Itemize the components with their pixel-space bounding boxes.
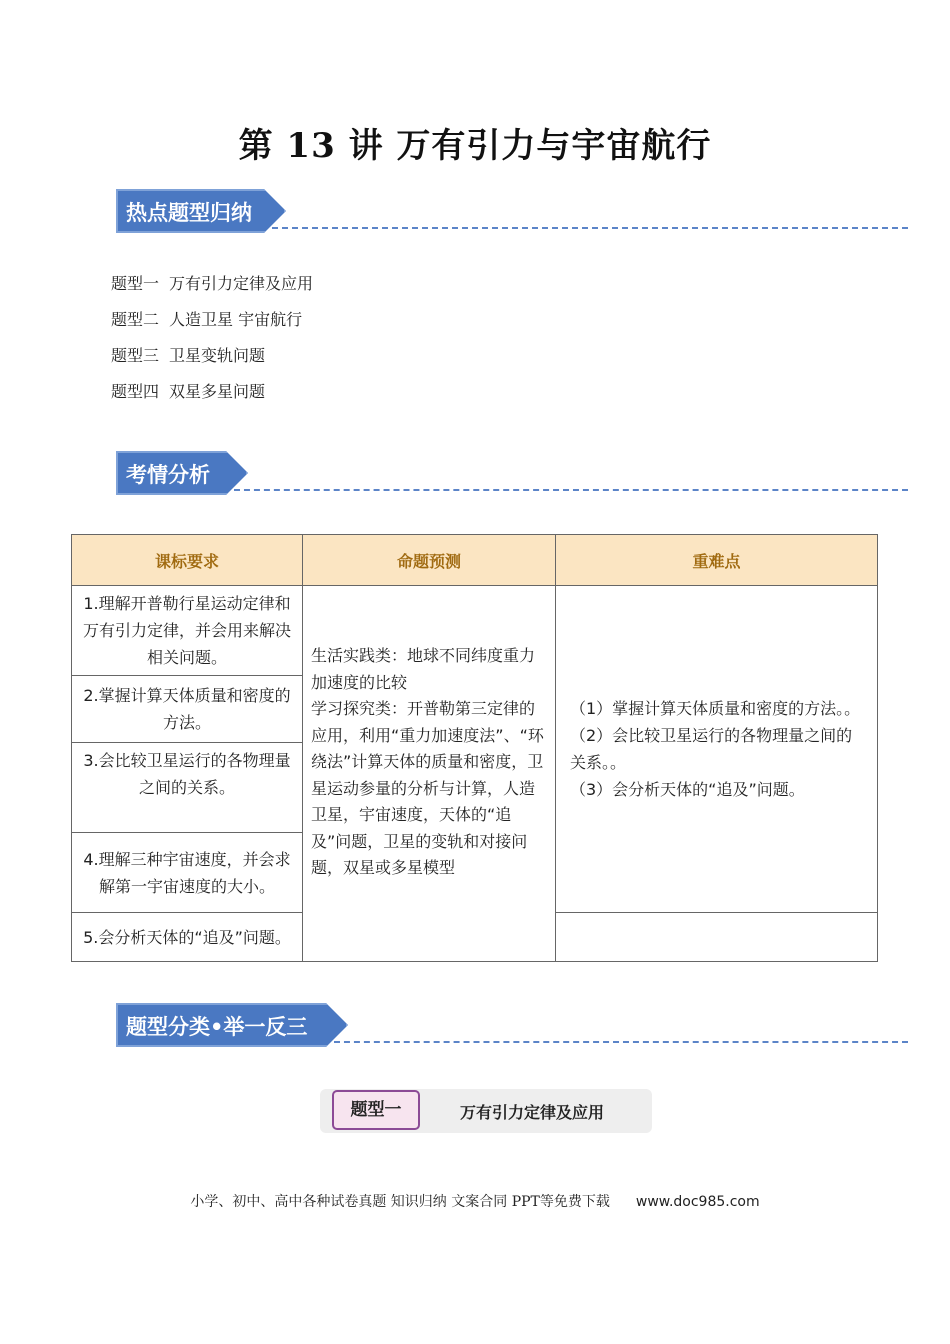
footer-url[interactable]: www.doc985.com xyxy=(635,1194,760,1210)
section-title-classification: 题型分类•举一反三 xyxy=(126,1015,308,1039)
key-point: （2）会比较卫星运行的各物理量之间的关系。。 xyxy=(570,726,853,772)
page-title: 第 13 讲 万有引力与宇宙航行 xyxy=(238,126,712,166)
key-points-cell xyxy=(556,586,878,913)
list-item: 题型一 万有引力定律及应用 xyxy=(111,274,314,293)
section-banner-analysis xyxy=(116,451,908,497)
dashed-divider xyxy=(334,1041,908,1043)
type-badge-label: 万有引力定律及应用 xyxy=(460,1103,605,1122)
type-list xyxy=(111,270,313,414)
section-title-hot-types: 热点题型归纳 xyxy=(126,201,252,225)
dashed-divider xyxy=(234,489,908,491)
dashed-divider xyxy=(272,227,908,229)
header-prediction: 命题预测 xyxy=(303,535,556,586)
section-banner-hot-types xyxy=(116,189,908,235)
table-row xyxy=(72,586,878,676)
analysis-table xyxy=(71,534,878,962)
section-title-analysis: 考情分析 xyxy=(126,463,210,487)
header-requirements: 课标要求 xyxy=(72,535,303,586)
section-banner-classification xyxy=(116,1003,908,1049)
key-point: （1）掌握计算天体质量和密度的方法。。 xyxy=(570,699,861,718)
page-footer xyxy=(0,1191,950,1211)
requirement-cell: 3.会比较卫星运行的各物理量之间的关系。 xyxy=(72,743,303,833)
key-points-empty-cell xyxy=(556,913,878,962)
footer-text: 小学、初中、高中各种试卷真题 知识归纳 文案合同 PPT等免费下载 xyxy=(190,1194,610,1210)
table-header-row xyxy=(72,535,878,586)
requirement-cell: 2.掌握计算天体质量和密度的方法。 xyxy=(72,676,303,743)
list-item: 题型三 卫星变轨问题 xyxy=(111,346,266,365)
list-item: 题型四 双星多星问题 xyxy=(111,382,266,401)
requirement-cell: 1.理解开普勒行星运动定律和万有引力定律，并会用来解决相关问题。 xyxy=(72,586,303,676)
type-badge-tag: 题型一 xyxy=(332,1090,420,1130)
requirement-cell: 5.会分析天体的“追及”问题。 xyxy=(72,913,303,962)
requirement-cell: 4.理解三种宇宙速度，并会求解第一宇宙速度的大小。 xyxy=(72,833,303,913)
prediction-text: 生活实践类：地球不同纬度重力加速度的比较 学习探究类：开普勒第三定律的应用，利用“重力加速度法”、“环绕法”计算天体的质量和密度，卫星运动参量的分析与计算，人造卫星，宇宙速度，天体的“追及”问题，卫星的变轨和对接问题，双星或多星模型 xyxy=(311,646,544,878)
type-badge xyxy=(320,1089,652,1133)
key-point: （3）会分析天体的“追及”问题。 xyxy=(570,780,805,799)
list-item: 题型二 人造卫星 宇宙航行 xyxy=(111,310,303,329)
prediction-cell xyxy=(303,586,556,962)
header-key-points: 重难点 xyxy=(556,535,878,586)
